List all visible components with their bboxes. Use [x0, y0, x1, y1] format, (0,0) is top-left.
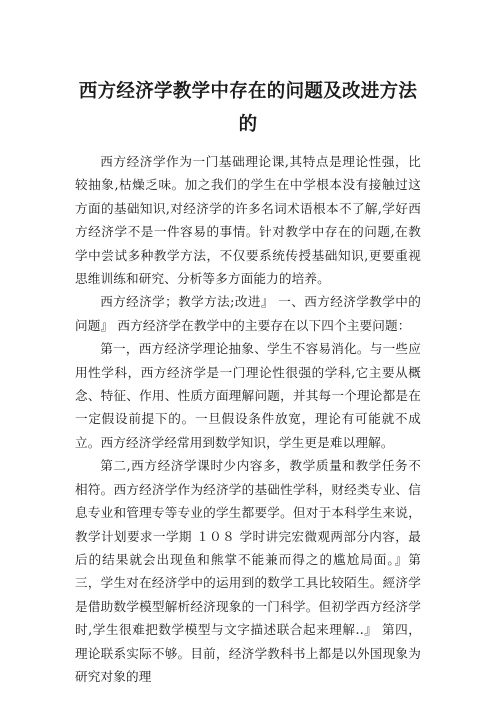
paragraph-problem-1: 第一，西方经济学理论抽象、学生不容易消化。与一些应用性学科，西方经济学是一门理论性很强的学科,它主要从概念、特征、作用、性质方面理解问题，并其每一个理论都是在一定假设前提下的。一旦假设条件放宽，理论有可能就不成立。西方经济学经常用到数学知识，学生更是难以理解。	[75, 341, 421, 450]
document-title-line-2: 的	[238, 114, 258, 135]
paragraph-keywords: 西方经济学；教学方法;改进』 一、西方经济学教学中的问题』 西方经济学在教学中的主要存在以下四个主要问题：	[75, 294, 421, 333]
document-body	[75, 150, 421, 688]
paragraph-problem-2: 第二,西方经济学课时少内容多，教学质量和教学任务不相符。西方经济学作为经济学的基础性学科，财经类专业、信息专业和管理专等专业的学生都要学。但对于本科学生来说，教学计划要求一学期 １０８ 学时讲完宏微观两部分内容，最后的结果就会出现鱼和熊掌不能兼而得之的尴尬局面。』第三，学生对在经济学中的运用到的数学工具比较陌生。經济学是借助数学模型解析经济现象的一门科学。但初学西方经济学时,学生很难把数学模型与文字描述联合起来理解..』 第四，理论联系实际不够。目前，经济学教科书上都是以外国现象为研究对象的理	[75, 458, 421, 684]
paragraph-intro: 西方经济学作为一门基础理论课,其特点是理论性强，比较抽象,枯燥乏味。加之我们的学生在中学根本没有接触过这方面的基础知识,对经济学的许多名词术语根本不了解,学好西方经济学不是一件容易的事情。针对教学中存在的问题,在教学中尝试多种教学方法，不仅要系统传授基础知识,更要重视思维训练和研究、分析等多方面能力的培养。	[75, 154, 421, 287]
document-title-line-1: 西方经济学教学中存在的问题及改进方法	[78, 81, 418, 102]
